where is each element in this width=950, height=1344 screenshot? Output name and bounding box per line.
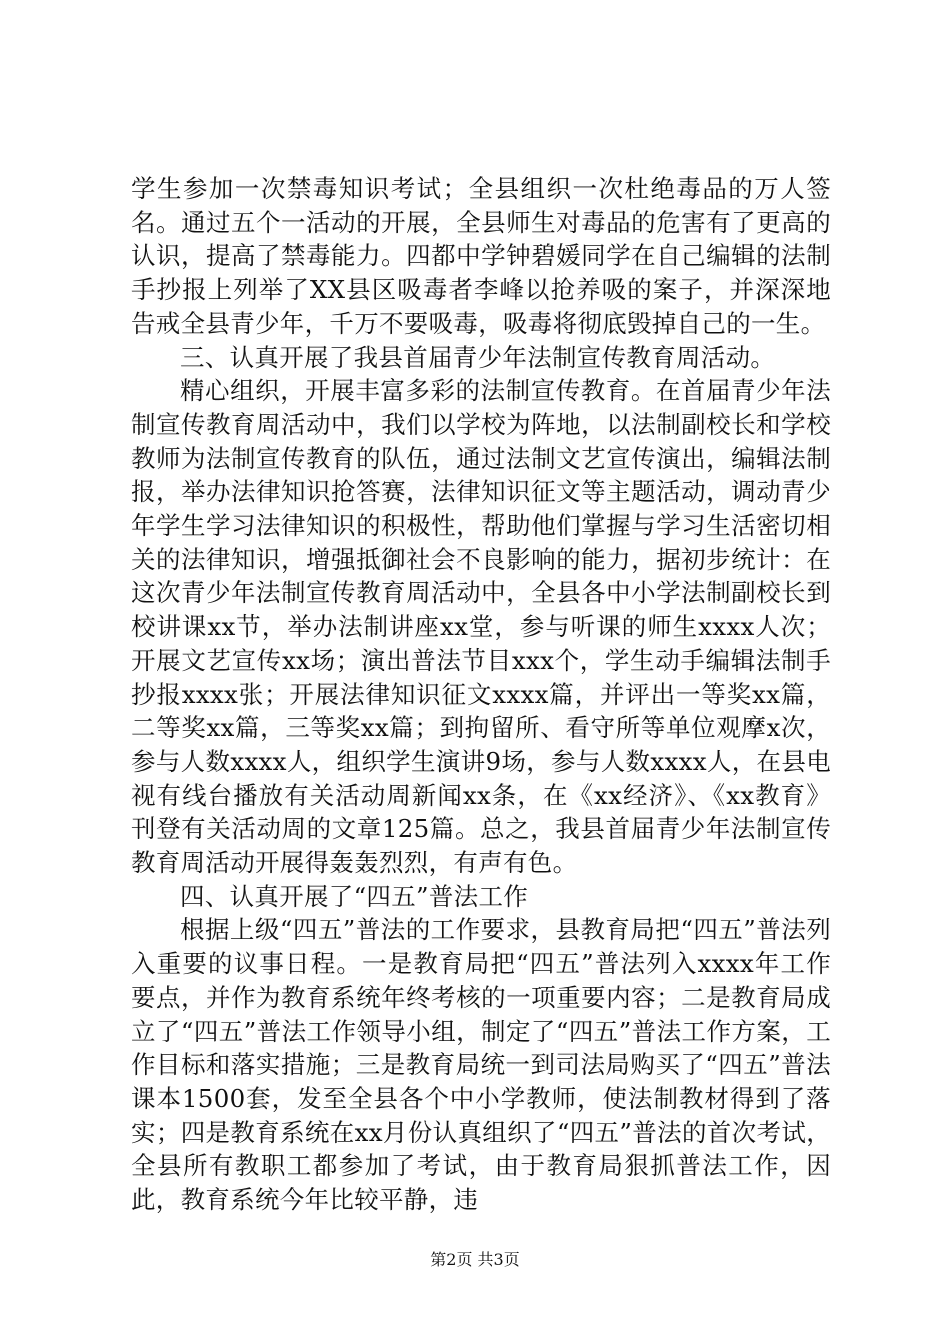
paragraph-education-week: 精心组织，开展丰富多彩的法制宣传教育。在首届青少年法制宣传教育周活动中，我们以学校为阵地，以法制副校长和学校教师为法制宣传教育的队伍，通过法制文艺宣传演出，编辑法制报，举办法律知识抢答赛，法律知识征文等主题活动，调动青少年学生学习法律知识的积极性，帮助他们掌握与学习生活密切相关的法律知识，增强抵御社会不良影响的能力，据初步统计：在这次青少年法制宣传教育周活动中，全县各中小学法制副校长到校讲课xx节，举办法制讲座xx堂，参与听课的师生xxxx人次；开展文艺宣传xx场；演出普法节目xxx个，学生动手编辑法制手抄报xxxx张；开展法律知识征文xxxx篇，并评出一等奖xx篇，二等奖xx篇，三等奖xx篇；到拘留所、看守所等单位观摩x次，参与人数xxxx人，组织学生演讲9场，参与人数xxxx人，在县电视有线台播放有关活动周新闻xx条，在《xx经济》、《xx教育》刊登有关活动周的文章125篇。总之，我县首届青少年法制宣传教育周活动开展得轰轰烈烈，有声有色。 xyxy=(131,376,831,878)
section-heading-three: 三、认真开展了我县首届青少年法制宣传教育周活动。 xyxy=(180,342,776,372)
section-heading-four: 四、认真开展了“四五”普法工作 xyxy=(180,881,529,911)
page-number-footer: 第2页 共3页 xyxy=(430,1250,520,1269)
paragraph-legal-popularization: 根据上级“四五”普法的工作要求，县教育局把“四五”普法列入重要的议事日程。一是教育局把“四五”普法列入xxxx年工作要点，并作为教育系统年终考核的一项重要内容；二是教育局成立了“四五”普法工作领导小组，制定了“四五”普法工作方案，工作目标和落实措施；三是教育局统一到司法局购买了“四五”普法课本1500套，发至全县各个中小学教师，使法制教材得到了落实；四是教育系统在xx月份认真组织了“四五”普法的首次考试，全县所有教职工都参加了考试，由于教育局狠抓普法工作，因此，教育系统今年比较平静，违 xyxy=(131,915,831,1215)
document-body xyxy=(131,172,831,1217)
paragraph-continuation: 学生参加一次禁毒知识考试；全县组织一次杜绝毒品的万人签名。通过五个一活动的开展，全县师生对毒品的危害有了更高的认识，提高了禁毒能力。四都中学钟碧媛同学在自己编辑的法制手抄报上列举了XX县区吸毒者李峰以抢养吸的案子，并深深地告戒全县青少年，千万不要吸毒，吸毒将彻底毁掉自己的一生。 xyxy=(131,174,831,338)
